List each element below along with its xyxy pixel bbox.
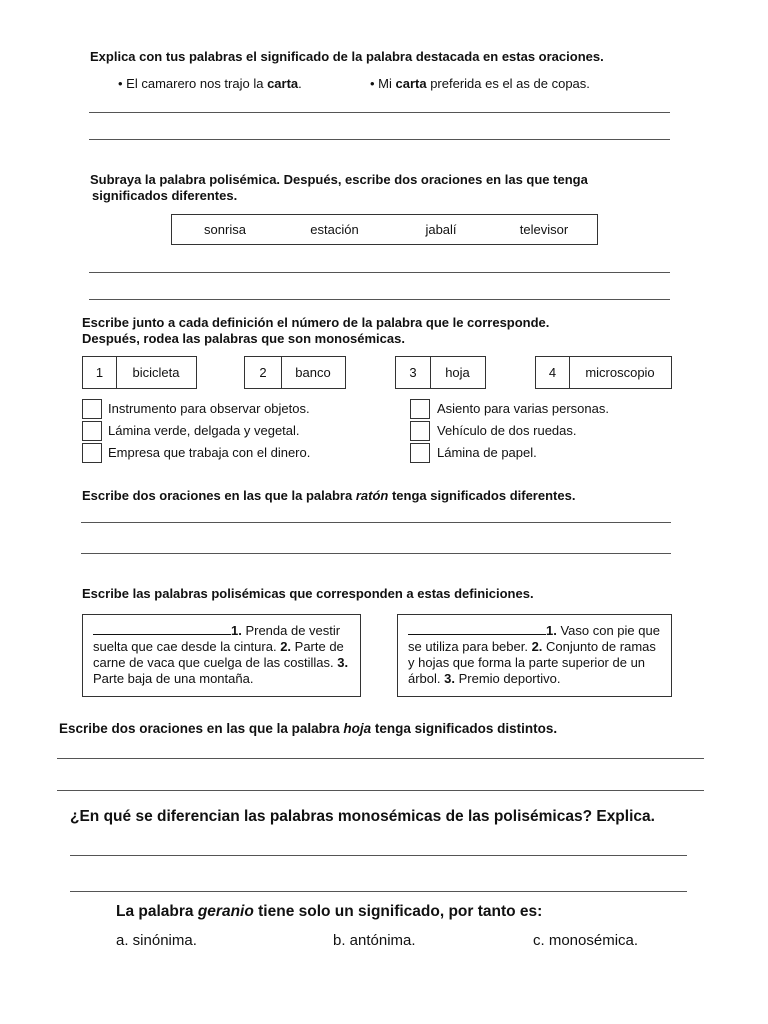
answer-line[interactable] xyxy=(89,299,670,300)
definition-box-2: 1. Vaso con pie que se utiliza para beber. 2. Conjunto de ramas y hojas que forma la parte superior de un árbol. 3. Premio deportivo. xyxy=(397,614,672,697)
ex3-instruction-line-2: Después, rodea las palabras que son monosémicas. xyxy=(82,331,405,346)
key-word: hoja xyxy=(343,721,372,736)
highlighted-word: carta xyxy=(395,76,427,91)
definition-box-1: 1. Prenda de vestir suelta que cae desde la cintura. 2. Parte de carne de vaca que cuelga de las costillas. 3. Parte baja de una montaña. xyxy=(82,614,361,697)
option-c[interactable]: c. monosémica. xyxy=(533,932,639,949)
answer-line[interactable] xyxy=(89,139,670,140)
word-box-1[interactable] xyxy=(82,356,197,389)
answer-box[interactable] xyxy=(410,421,430,441)
word-number: 2 xyxy=(259,365,267,380)
ex1-sentence-2: • Mi carta preferida es el as de copas. xyxy=(370,76,590,91)
word-number: 1 xyxy=(95,365,104,380)
ex4-instruction: Escribe dos oraciones en las que la palabra ratón tenga significados diferentes. xyxy=(82,488,576,503)
ex8-question: La palabra geranio tiene solo un significado, por tanto es: xyxy=(116,903,543,920)
key-word: geranio xyxy=(197,903,254,920)
definition-text: Lámina verde, delgada y vegetal. xyxy=(108,423,300,438)
word-box-4[interactable] xyxy=(535,356,672,389)
answer-blank[interactable] xyxy=(93,623,231,635)
ex1-sentence-1: • El camarero nos trajo la carta. xyxy=(118,76,302,91)
word-box-2[interactable] xyxy=(244,356,346,389)
ex3-instruction-line-1: Escribe junto a cada definición el número de la palabra que le corresponde. xyxy=(82,315,550,330)
word-bank-box xyxy=(171,214,598,245)
ex1-instruction: Explica con tus palabras el significado de la palabra destacada en estas oraciones. xyxy=(90,49,604,64)
definition-text: Lámina de papel. xyxy=(437,445,537,460)
word-option[interactable]: jabalí xyxy=(425,222,457,237)
ex6-instruction: Escribe dos oraciones en las que la palabra hoja tenga significados distintos. xyxy=(59,721,558,736)
word-option[interactable]: estación xyxy=(310,222,359,237)
word-option[interactable]: televisor xyxy=(519,222,569,237)
word-label: hoja xyxy=(445,365,470,380)
answer-line[interactable] xyxy=(57,790,704,791)
word-label: banco xyxy=(295,365,331,380)
definition-text: Instrumento para observar objetos. xyxy=(108,401,310,416)
answer-box[interactable] xyxy=(82,399,102,419)
ex7-question: ¿En qué se diferencian las palabras monosémicas de las polisémicas? Explica. xyxy=(70,808,655,825)
key-word: ratón xyxy=(355,488,389,503)
answer-line[interactable] xyxy=(70,855,687,856)
option-b[interactable]: b. antónima. xyxy=(333,932,416,949)
ex5-instruction: Escribe las palabras polisémicas que corresponden a estas definiciones. xyxy=(82,586,534,601)
answer-box[interactable] xyxy=(410,399,430,419)
answer-box[interactable] xyxy=(82,443,102,463)
answer-box[interactable] xyxy=(410,443,430,463)
word-label: microscopio xyxy=(585,365,655,380)
word-number: 4 xyxy=(548,365,557,380)
answer-line[interactable] xyxy=(70,891,687,892)
answer-line[interactable] xyxy=(81,553,671,554)
answer-blank[interactable] xyxy=(408,623,546,635)
word-label: bicicleta xyxy=(132,365,180,380)
answer-line[interactable] xyxy=(81,522,671,523)
word-option[interactable]: sonrisa xyxy=(204,222,246,237)
highlighted-word: carta xyxy=(267,76,299,91)
word-box-3[interactable] xyxy=(395,356,486,389)
answer-line[interactable] xyxy=(89,112,670,113)
option-a[interactable]: a. sinónima. xyxy=(116,932,197,949)
definition-text: Vehículo de dos ruedas. xyxy=(437,423,577,438)
ex2-instruction-line-1: Subraya la palabra polisémica. Después, escribe dos oraciones en las que tenga xyxy=(90,172,588,187)
ex2-instruction-line-2: significados diferentes. xyxy=(92,188,238,203)
definition-text: Empresa que trabaja con el dinero. xyxy=(108,445,311,460)
definition-text: Asiento para varias personas. xyxy=(437,401,609,416)
answer-line[interactable] xyxy=(57,758,704,759)
answer-box[interactable] xyxy=(82,421,102,441)
word-number: 3 xyxy=(409,365,417,380)
answer-line[interactable] xyxy=(89,272,670,273)
